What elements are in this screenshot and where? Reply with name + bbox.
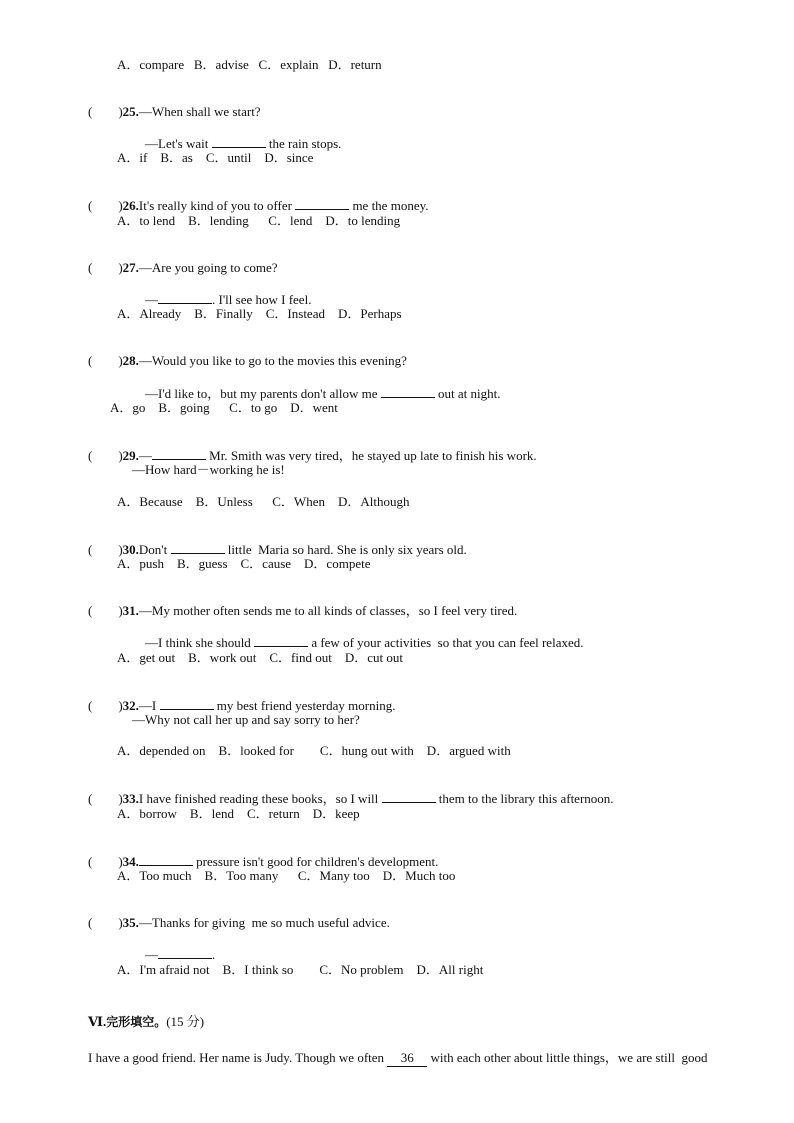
answer-paren[interactable]: ( ) bbox=[88, 542, 123, 557]
response-text: —I think she should bbox=[145, 635, 255, 650]
question-text: —When shall we start? bbox=[138, 104, 261, 119]
response-text: — bbox=[145, 947, 158, 962]
passage-text: I have a good friend. Her name is Judy. Though we often bbox=[88, 1050, 388, 1065]
question-text: little Maria so hard. She is only six years old. bbox=[224, 542, 467, 557]
question-text: —My mother often sends me to all kinds of classes，so I feel very tired. bbox=[138, 603, 518, 618]
fill-blank bbox=[139, 853, 193, 866]
question-text: pressure isn't good for children's development. bbox=[192, 854, 439, 869]
passage-line bbox=[75, 1034, 707, 1083]
answer-paren[interactable]: ( ) bbox=[88, 698, 123, 713]
q35-options: A．I'm afraid not B．I think so C．No problem D．All right bbox=[117, 962, 484, 977]
response-text: a few of your activities so that you can feel relaxed. bbox=[308, 635, 584, 650]
question-text: —Thanks for giving me so much useful advice. bbox=[138, 915, 390, 930]
question-text: —Would you like to go to the movies this evening? bbox=[138, 353, 407, 368]
q35-question bbox=[75, 899, 390, 947]
fill-blank bbox=[212, 135, 266, 148]
fill-blank bbox=[171, 541, 225, 554]
q32-response: —Why not call her up and say sorry to her? bbox=[132, 712, 360, 727]
question-text: — bbox=[138, 448, 152, 463]
q28-options: A．go B．going C．to go D．went bbox=[110, 400, 338, 415]
numbered-blank: 36 bbox=[387, 1050, 427, 1067]
question-text: Mr. Smith was very tired，he stayed up late to finish his work. bbox=[205, 448, 537, 463]
question-number: 34. bbox=[122, 854, 139, 869]
fill-blank bbox=[158, 946, 212, 959]
q31-options: A．get out B．work out C．find out D．cut out bbox=[117, 650, 403, 665]
answer-paren[interactable]: ( ) bbox=[88, 104, 123, 119]
response-text: — bbox=[145, 292, 158, 307]
answer-paren[interactable]: ( ) bbox=[88, 448, 123, 463]
question-text: It's really kind of you to offer bbox=[138, 198, 296, 213]
q29-response: —How hard－working he is! bbox=[132, 462, 285, 477]
question-text: me the money. bbox=[349, 198, 429, 213]
response-text: —Let's wait bbox=[145, 136, 212, 151]
q24-options: A．compare B．advise C．explain D．return bbox=[117, 57, 382, 72]
fill-blank bbox=[160, 697, 214, 710]
response-text: —I'd like to，but my parents don't allow me bbox=[145, 386, 381, 401]
question-number: 33. bbox=[122, 791, 139, 806]
fill-blank bbox=[382, 790, 436, 803]
section-score: (15 分) bbox=[166, 1014, 205, 1029]
question-number: 29. bbox=[122, 448, 139, 463]
question-number: 30. bbox=[122, 542, 139, 557]
answer-paren[interactable]: ( ) bbox=[88, 603, 123, 618]
answer-paren[interactable]: ( ) bbox=[88, 198, 123, 213]
question-number: 31. bbox=[122, 603, 139, 618]
question-text: Don't bbox=[138, 542, 171, 557]
fill-blank bbox=[381, 385, 435, 398]
question-text: my best friend yesterday morning. bbox=[213, 698, 396, 713]
question-text: —I bbox=[138, 698, 160, 713]
answer-paren[interactable]: ( ) bbox=[88, 260, 123, 275]
question-text: I have finished reading these books，so I will bbox=[138, 791, 382, 806]
question-number: 32. bbox=[122, 698, 139, 713]
q34-options: A．Too much B．Too many C．Many too D．Much too bbox=[117, 868, 456, 883]
section-title: 完形填空。 bbox=[106, 1015, 167, 1029]
fill-blank bbox=[152, 447, 206, 460]
fill-blank bbox=[295, 197, 349, 210]
q33-options: A．borrow B．lend C．return D．keep bbox=[117, 806, 360, 821]
q29-options: A．Because B．Unless C．When D．Although bbox=[117, 494, 410, 509]
answer-paren[interactable]: ( ) bbox=[88, 791, 123, 806]
answer-paren[interactable]: ( ) bbox=[88, 915, 123, 930]
q27-options: A．Already B．Finally C．Instead D．Perhaps bbox=[117, 306, 402, 321]
answer-paren[interactable]: ( ) bbox=[88, 854, 123, 869]
fill-blank bbox=[158, 291, 212, 304]
question-number: 35. bbox=[122, 915, 139, 930]
q25-options: A．if B．as C．until D．since bbox=[117, 150, 314, 165]
question-number: 27. bbox=[122, 260, 139, 275]
q26-options: A．to lend B．lending C．lend D．to lending bbox=[117, 213, 401, 228]
question-number: 26. bbox=[122, 198, 139, 213]
response-text: . bbox=[212, 947, 216, 962]
response-text: the rain stops. bbox=[265, 136, 342, 151]
response-text: . I'll see how I feel. bbox=[212, 292, 312, 307]
q32-options: A．depended on B．looked for C．hung out with D．argued with bbox=[117, 743, 511, 758]
section-roman-numeral: Ⅵ. bbox=[88, 1014, 107, 1029]
question-number: 25. bbox=[122, 104, 139, 119]
passage-text: with each other about little things，we are still good bbox=[427, 1050, 708, 1065]
question-text: —Are you going to come? bbox=[138, 260, 278, 275]
answer-paren[interactable]: ( ) bbox=[88, 353, 123, 368]
fill-blank bbox=[254, 634, 308, 647]
q30-options: A．push B．guess C．cause D．compete bbox=[117, 556, 371, 571]
question-text: them to the library this afternoon. bbox=[435, 791, 614, 806]
question-number: 28. bbox=[122, 353, 139, 368]
response-text: out at night. bbox=[434, 386, 501, 401]
